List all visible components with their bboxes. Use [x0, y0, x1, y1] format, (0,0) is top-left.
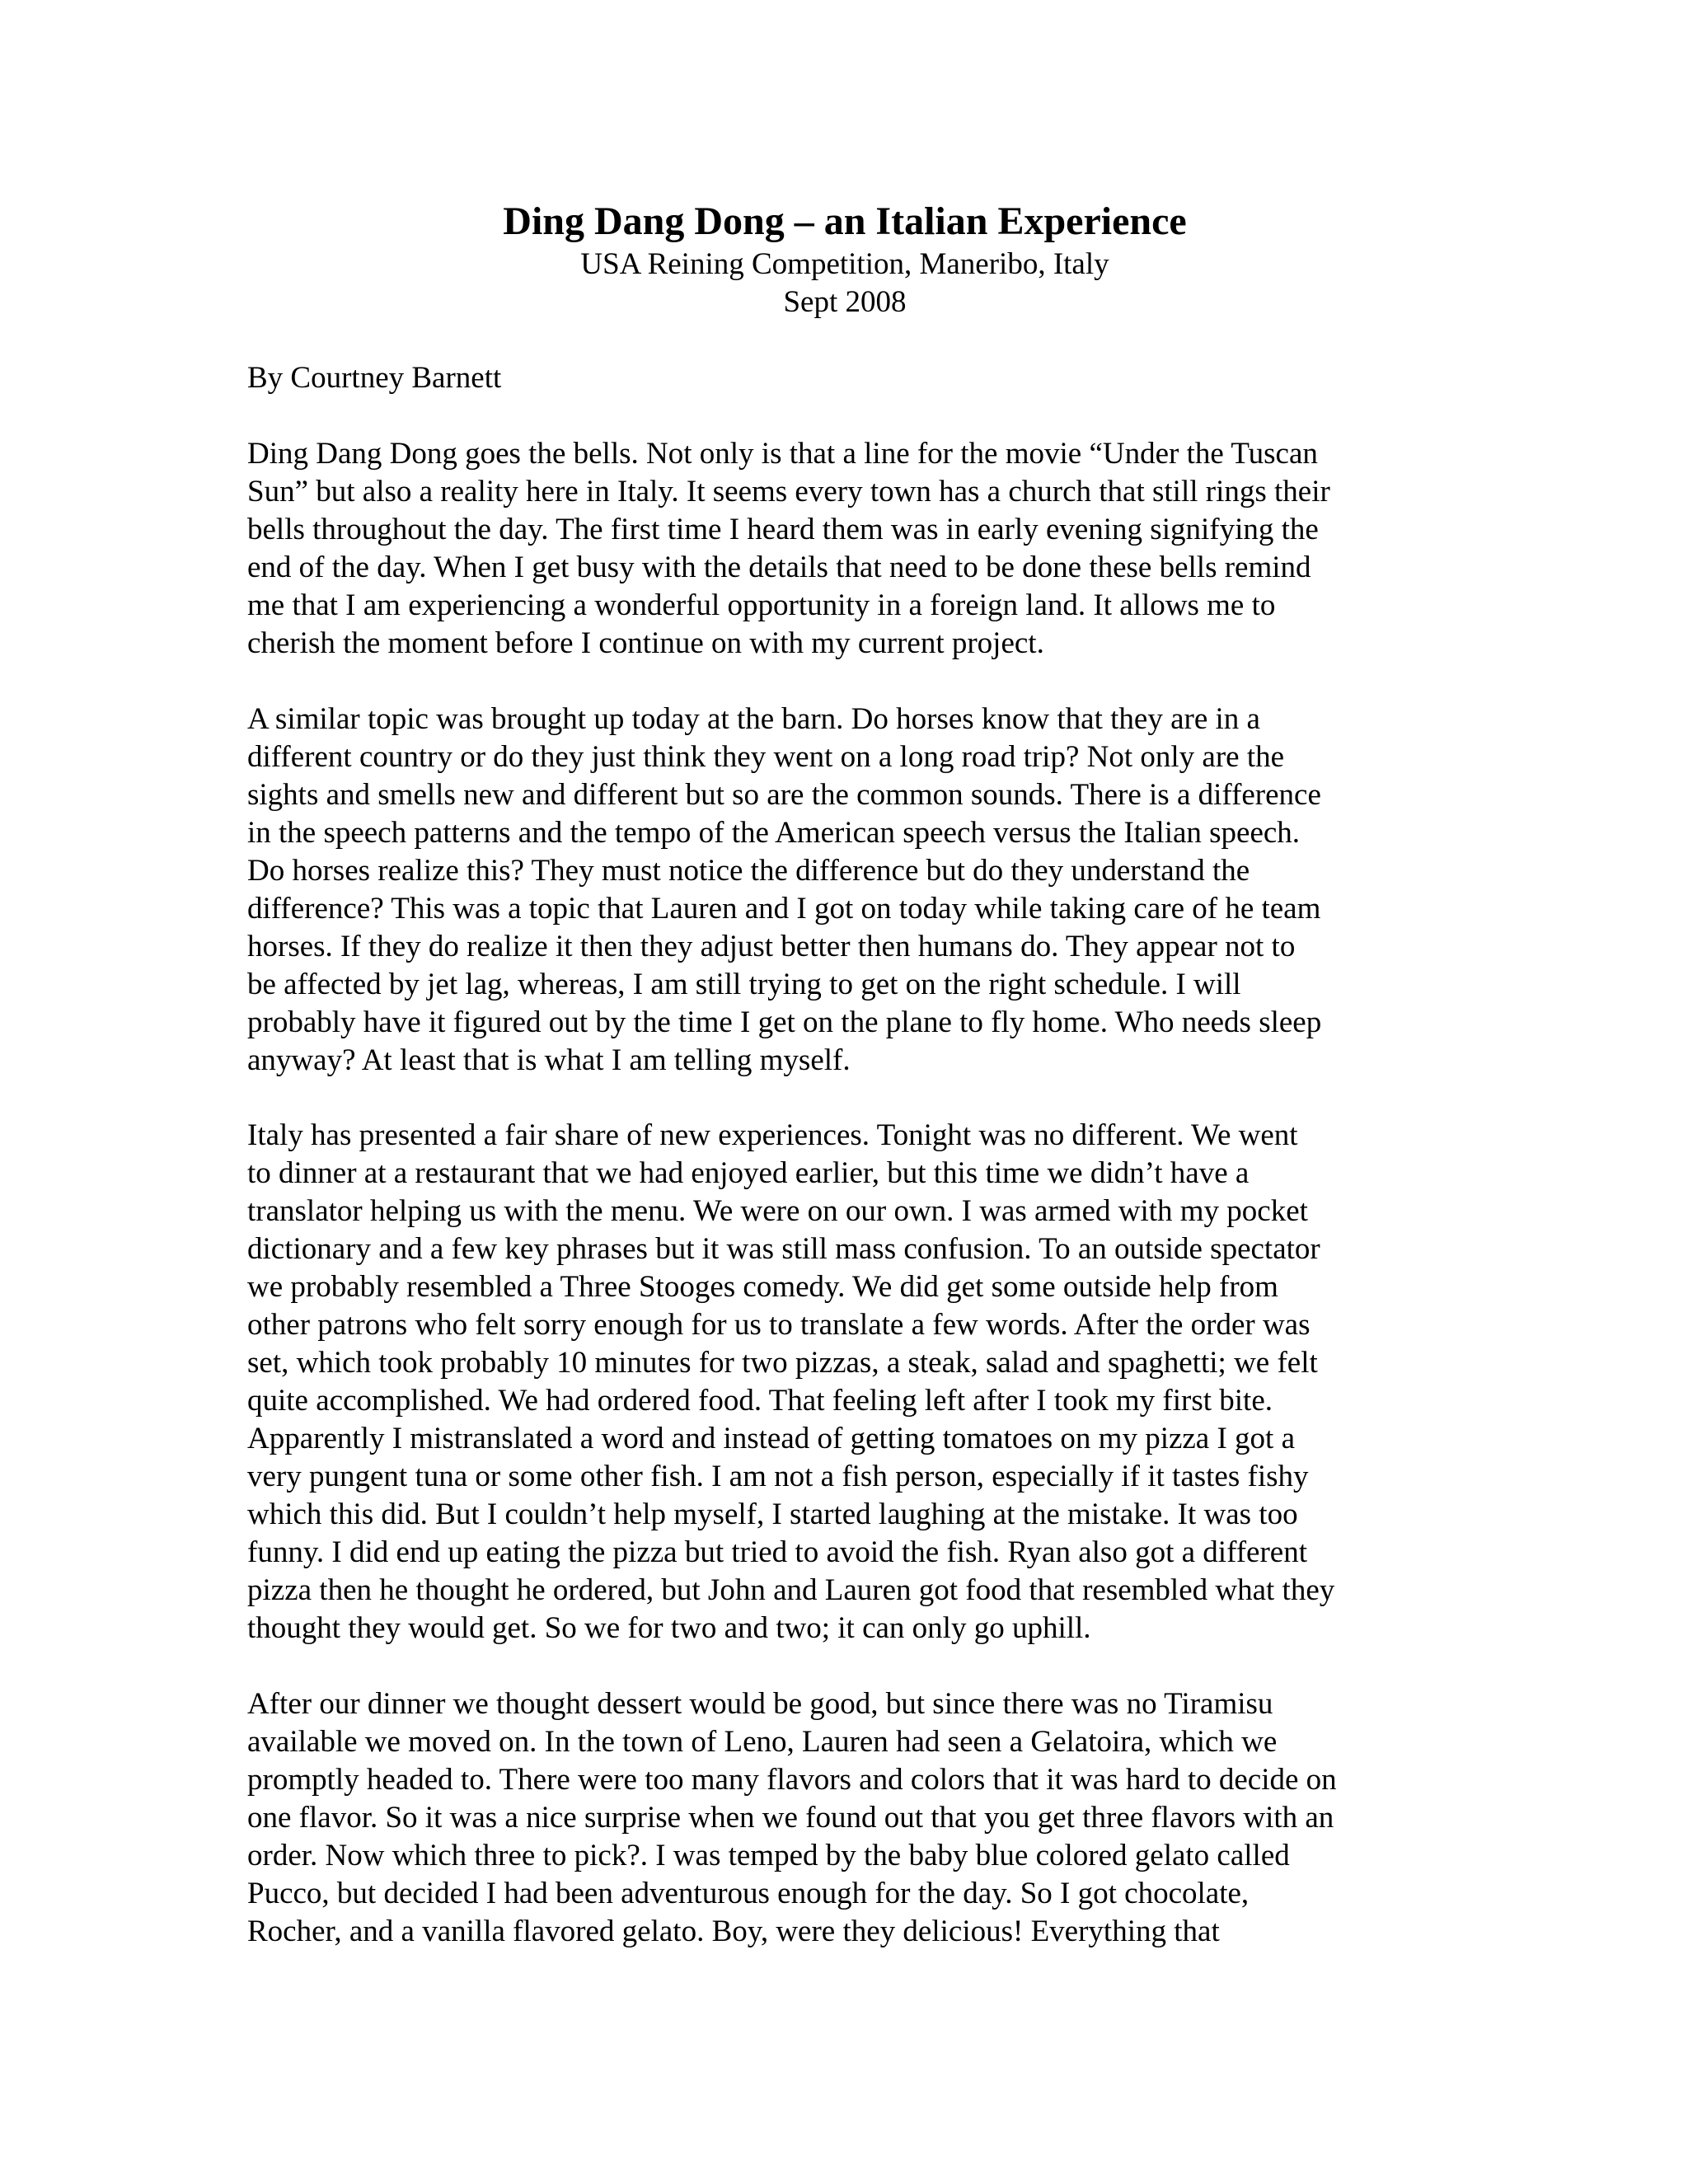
- paragraph-line: Italy has presented a fair share of new experiences. Tonight was no different. We went: [247, 1118, 1298, 1152]
- paragraph-line: bells throughout the day. The first time I heard them was in early evening signifying the: [247, 513, 1319, 546]
- paragraph-line: horses. If they do realize it then they adjust better then humans do. They appear not to: [247, 930, 1296, 963]
- paragraph-line: cherish the moment before I continue on with my current project.: [247, 626, 1044, 660]
- paragraph-line: After our dinner we thought dessert would be good, but since there was no Tiramisu: [247, 1687, 1273, 1721]
- paragraph-4: [247, 1685, 1442, 1951]
- paragraph-line: to dinner at a restaurant that we had enjoyed earlier, but this time we didn’t have a: [247, 1156, 1250, 1190]
- paragraph-line: me that I am experiencing a wonderful opportunity in a foreign land. It allows me to: [247, 588, 1276, 622]
- paragraph-line: Pucco, but decided I had been adventurous enough for the day. So I got chocolate,: [247, 1877, 1250, 1910]
- document-subtitle-location: USA Reining Competition, Maneribo, Italy: [580, 247, 1109, 281]
- paragraph-line: promptly headed to. There were too many flavors and colors that it was hard to decide on: [247, 1763, 1337, 1797]
- paragraph-line: other patrons who felt sorry enough for us to translate a few words. After the order was: [247, 1308, 1311, 1342]
- paragraph-1: [247, 435, 1442, 663]
- paragraph-line: set, which took probably 10 minutes for two pizzas, a steak, salad and spaghetti; we felt: [247, 1346, 1318, 1380]
- paragraph-2: [247, 701, 1442, 1080]
- paragraph-line: in the speech patterns and the tempo of the American speech versus the Italian speech.: [247, 816, 1301, 850]
- paragraph-line: Rocher, and a vanilla flavored gelato. Boy, were they delicious! Everything that: [247, 1915, 1220, 1948]
- paragraph-line: different country or do they just think they went on a long road trip? Not only are the: [247, 740, 1285, 774]
- paragraph-line: we probably resembled a Three Stooges comedy. We did get some outside help from: [247, 1270, 1278, 1304]
- paragraph-line: probably have it figured out by the time I get on the plane to fly home. Who needs sleep: [247, 1005, 1322, 1039]
- paragraph-line: available we moved on. In the town of Leno, Lauren had seen a Gelatoira, which we: [247, 1725, 1278, 1759]
- paragraph-line: very pungent tuna or some other fish. I am not a fish person, especially if it tastes fishy: [247, 1460, 1309, 1493]
- document-subtitle-date: Sept 2008: [783, 285, 907, 319]
- paragraph-line: Do horses realize this? They must notice the difference but do they understand the: [247, 854, 1250, 888]
- paragraph-line: Ding Dang Dong goes the bells. Not only is that a line for the movie “Under the Tuscan: [247, 437, 1318, 471]
- paragraph-line: pizza then he thought he ordered, but John and Lauren got food that resembled what they: [247, 1573, 1335, 1607]
- paragraph-3: [247, 1117, 1442, 1647]
- paragraph-line: quite accomplished. We had ordered food. That feeling left after I took my first bite.: [247, 1384, 1273, 1418]
- paragraph-line: difference? This was a topic that Lauren and I got on today while taking care of he team: [247, 892, 1321, 926]
- paragraph-line: Apparently I mistranslated a word and instead of getting tomatoes on my pizza I got a: [247, 1422, 1296, 1455]
- paragraph-line: end of the day. When I get busy with the details that need to be done these bells remind: [247, 551, 1311, 584]
- paragraph-line: A similar topic was brought up today at the barn. Do horses know that they are in a: [247, 702, 1260, 736]
- author-byline: By Courtney Barnett: [247, 361, 502, 395]
- paragraph-line: translator helping us with the menu. We were on our own. I was armed with my pocket: [247, 1194, 1308, 1228]
- paragraph-line: Sun” but also a reality here in Italy. It seems every town has a church that still rings their: [247, 475, 1330, 509]
- paragraph-line: funny. I did end up eating the pizza but tried to avoid the fish. Ryan also got a different: [247, 1535, 1307, 1569]
- paragraph-line: one flavor. So it was a nice surprise when we found out that you get three flavors with an: [247, 1801, 1334, 1835]
- paragraph-line: dictionary and a few key phrases but it was still mass confusion. To an outside spectator: [247, 1232, 1320, 1266]
- paragraph-line: anyway? At least that is what I am telling myself.: [247, 1043, 851, 1077]
- paragraph-line: which this did. But I couldn’t help myself, I started laughing at the mistake. It was too: [247, 1497, 1298, 1531]
- paragraph-line: be affected by jet lag, whereas, I am still trying to get on the right schedule. I will: [247, 968, 1241, 1001]
- paragraph-line: sights and smells new and different but so are the common sounds. There is a difference: [247, 778, 1321, 812]
- paragraph-line: order. Now which three to pick?. I was temped by the baby blue colored gelato called: [247, 1839, 1290, 1872]
- paragraph-line: thought they would get. So we for two and two; it can only go uphill.: [247, 1611, 1091, 1645]
- document-title: Ding Dang Dong – an Italian Experience: [503, 199, 1187, 243]
